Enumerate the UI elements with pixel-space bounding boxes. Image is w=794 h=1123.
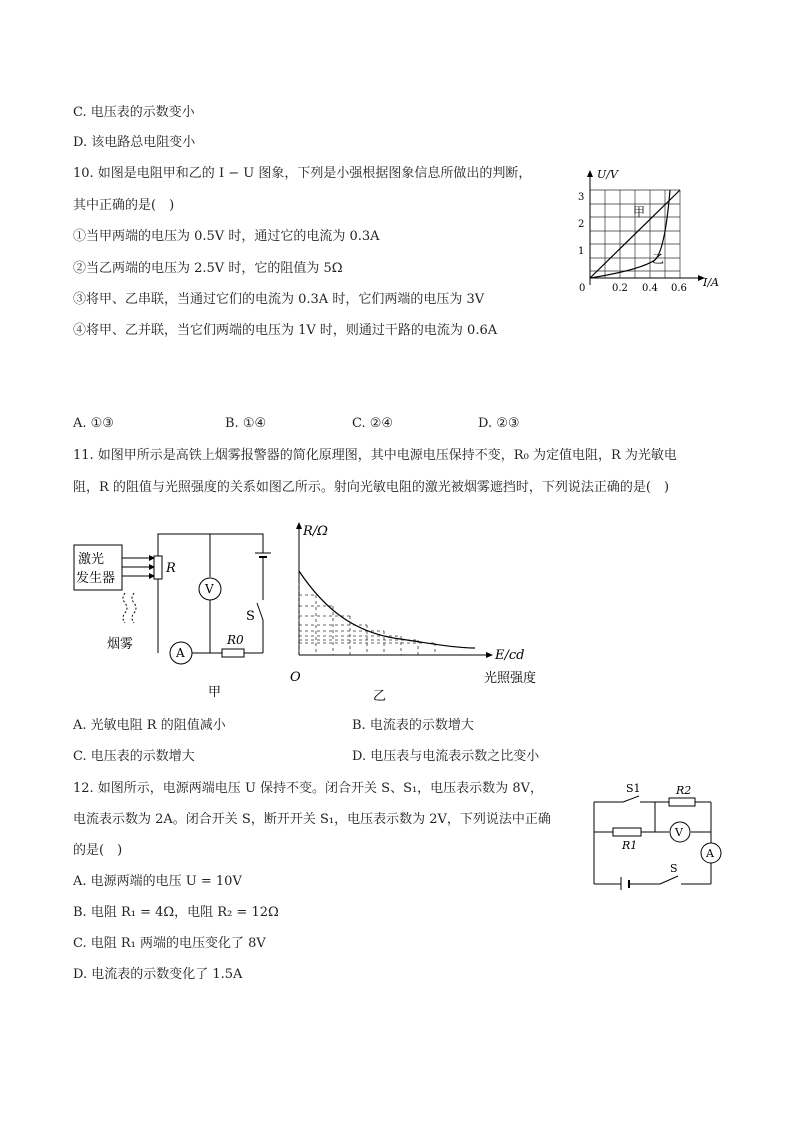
q10-option-a[interactable]: A. ①③: [73, 416, 114, 431]
switch-s-blade: [660, 876, 678, 884]
q12-circuit-diagram: [585, 775, 725, 890]
laser-label-line1: 激光: [78, 552, 105, 567]
ammeter-label: A: [176, 646, 185, 660]
q12-option-d[interactable]: D. 电流表的示数变化了 1.5A: [73, 967, 243, 982]
q10-x-label: I/A: [703, 276, 719, 289]
q9-option-c: C. 电压表的示数变小: [73, 105, 195, 120]
q10-y-label: U/V: [597, 168, 618, 181]
q11-dashed-grid: [299, 583, 435, 655]
q10-statement-1: ①当甲两端的电压为 0.5V 时，通过它的电流为 0.3A: [73, 229, 380, 244]
q12-ammeter-label: A: [706, 847, 714, 860]
switch-s-blade: [257, 603, 263, 620]
smoke-wave-2: [132, 593, 136, 623]
q11-circuit-diagram: [70, 520, 280, 705]
q10-statement-3: ③将甲、乙串联，当通过它们的电流为 0.3A 时，它们两端的电压为 3V: [73, 292, 485, 307]
q10-stem-line1: 10. 如图是电阻甲和乙的 I − U 图象，下列是小强根据图象信息所做出的判断，: [73, 166, 532, 181]
laser-label-line2: 发生器: [76, 571, 116, 586]
q11-option-b[interactable]: B. 电流表的示数增大: [352, 718, 474, 733]
q12-voltmeter-label: V: [675, 826, 683, 839]
q10-xtick-04: 0.4: [642, 283, 658, 294]
q10-xtick-06: 0.6: [671, 283, 687, 294]
q10-option-c[interactable]: C. ②④: [352, 416, 394, 431]
q11-y-label: R/Ω: [303, 524, 328, 539]
q10-stem-line2: 其中正确的是( ): [73, 198, 175, 213]
q12-option-c[interactable]: C. 电阻 R₁ 两端的电压变化了 8V: [73, 936, 266, 951]
q12-option-a[interactable]: A. 电源两端的电压 U = 10V: [73, 874, 242, 889]
photoresistor-r: [154, 556, 162, 579]
q11-stem-line1: 11. 如图甲所示是高铁上烟雾报警器的简化原理图，其中电源电压保持不变，R₀ 为定值电阻，R 为光敏电: [73, 448, 677, 463]
q10-ytick-2: 2: [578, 219, 585, 230]
switch-s-label: S: [246, 609, 255, 624]
q10-y-arrow: [587, 170, 593, 177]
q11-option-a[interactable]: A. 光敏电阻 R 的阻值减小: [73, 718, 226, 733]
switch-s1-label: S1: [626, 782, 641, 795]
q11-r-curve: [299, 571, 475, 648]
laser-beams: [122, 558, 152, 576]
q11-x-arrow: [486, 652, 493, 658]
r1-label: R1: [622, 839, 638, 852]
q12-option-b[interactable]: B. 电阻 R₁ = 4Ω，电阻 R₂ = 12Ω: [73, 905, 279, 920]
switch-s1-blade: [623, 796, 639, 802]
q10-option-b[interactable]: B. ①④: [225, 416, 267, 431]
circuit-caption: 甲: [208, 685, 222, 700]
q11-option-d[interactable]: D. 电压表与电流表示数之比变小: [352, 749, 540, 764]
q10-iu-graph: [560, 160, 730, 300]
q11-x-title: 光照强度: [484, 671, 537, 686]
q11-x-label: E/cd: [495, 648, 525, 663]
q10-ytick-1: 1: [578, 246, 585, 257]
r-label: R: [166, 561, 176, 576]
smoke-wave-1: [123, 593, 127, 623]
q10-origin: 0: [579, 283, 586, 294]
resistor-r2: [669, 798, 695, 806]
resistor-r0: [222, 649, 244, 657]
q11-stem-line2: 阻，R 的阻值与光照强度的关系如图乙所示。射向光敏电阻的激光被烟雾遮挡时，下列说法正确的是( ): [73, 480, 670, 495]
q11-y-arrow: [296, 522, 302, 529]
r2-label: R2: [676, 784, 692, 797]
q9-option-d: D. 该电路总电阻变小: [73, 135, 196, 150]
q12-stem-line3: 的是( ): [73, 843, 123, 858]
smoke-label: 烟雾: [107, 637, 134, 652]
q12-wires: [594, 802, 711, 884]
q10-label-yi: 乙: [652, 252, 665, 266]
voltmeter-label: V: [205, 582, 214, 596]
q11-graph-caption: 乙: [373, 689, 387, 704]
q10-statement-2: ②当乙两端的电压为 2.5V 时，它的阻值为 5Ω: [73, 261, 343, 276]
q10-label-jia: 甲: [633, 205, 646, 219]
q12-switch-s-label: S: [670, 862, 678, 875]
q10-ytick-3: 3: [578, 192, 585, 203]
q10-statement-4: ④将甲、乙并联，当它们两端的电压为 1V 时，则通过干路的电流为 0.6A: [73, 323, 498, 338]
q10-option-d[interactable]: D. ②③: [478, 416, 520, 431]
q12-stem-line1: 12. 如图所示，电源两端电压 U 保持不变。闭合开关 S、S₁，电压表示数为 8V，: [73, 781, 543, 796]
resistor-r1: [613, 828, 641, 836]
q11-r-e-graph: [285, 515, 555, 705]
q10-xtick-02: 0.2: [612, 283, 628, 294]
q11-option-c[interactable]: C. 电压表的示数增大: [73, 749, 195, 764]
q12-stem-line2: 电流表示数为 2A。闭合开关 S，断开开关 S₁，电压表示数为 2V，下列说法中正确: [73, 812, 551, 827]
q11-origin: O: [290, 670, 301, 685]
r0-label: R0: [227, 633, 244, 647]
